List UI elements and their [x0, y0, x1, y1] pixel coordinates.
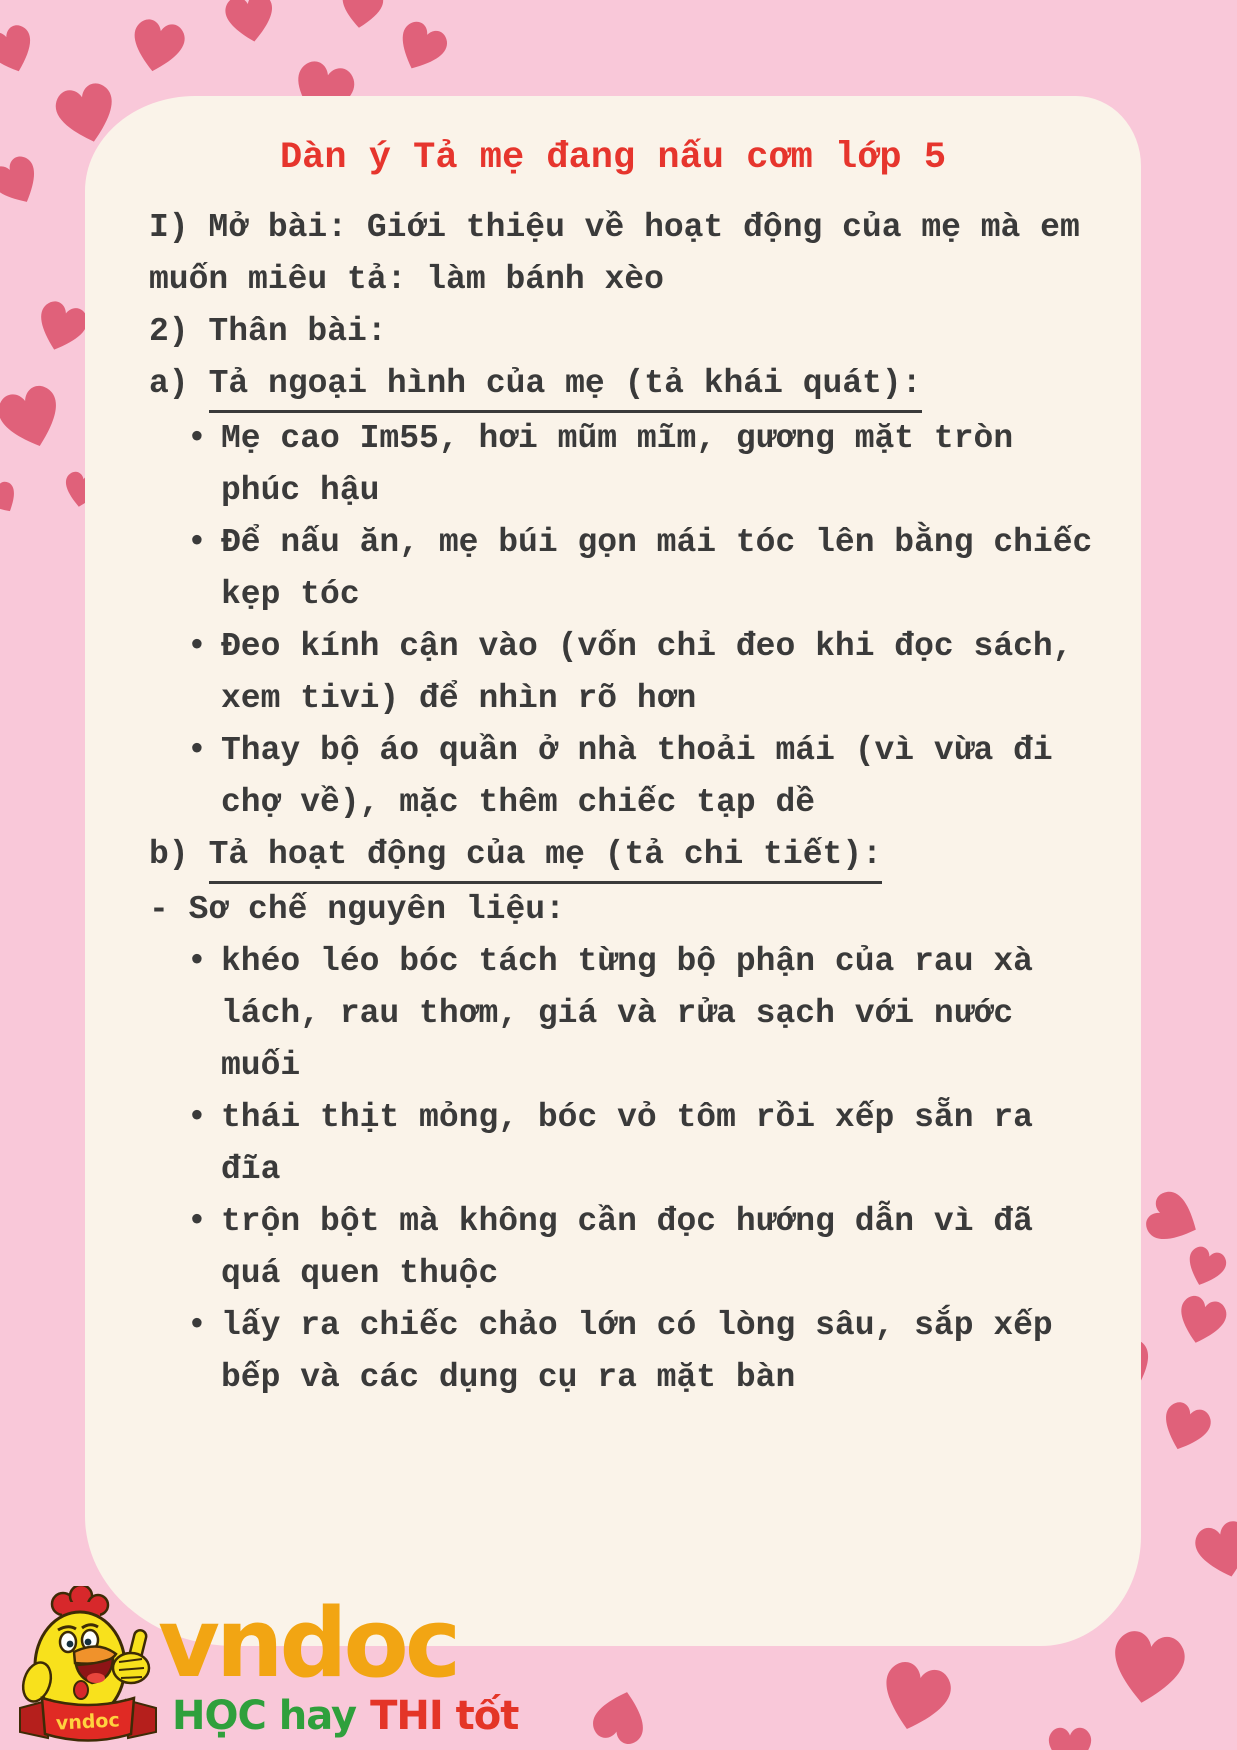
brand-wordmark: vndoc [158, 1589, 458, 1699]
banner-ribbon [20, 1698, 156, 1741]
outline-text: Mẹ cao Im55, hơi mũm mĩm, gương mặt tròn phúc hậu [221, 420, 1014, 509]
bullet-icon: • [187, 943, 207, 980]
outline-text: Đeo kính cận vào (vốn chỉ đeo khi đọc sách, xem tivi) để nhìn rõ hơn [221, 628, 1073, 717]
tagline-hoc-hay: HỌC hay [172, 1693, 357, 1739]
bullet-icon: • [187, 1099, 207, 1136]
heart-icon [1184, 1510, 1237, 1586]
outline-plain-row [149, 202, 1105, 306]
bullet-icon: • [187, 420, 207, 457]
heart-icon [217, 0, 283, 48]
heart-icon [0, 474, 26, 521]
wattle [74, 1681, 88, 1699]
bullet-icon: • [187, 524, 207, 561]
outline-bullet-row [149, 1300, 1105, 1404]
outline-bullet-row [149, 936, 1105, 1092]
bullet-icon: • [187, 1307, 207, 1344]
outline-text: trộn bột mà không cần đọc hướng dẫn vì đã quá quen thuộc [221, 1203, 1033, 1292]
document-card [85, 96, 1141, 1646]
heart-icon [1044, 1723, 1096, 1750]
outline-bullet-row [149, 1196, 1105, 1300]
outline-text: Tả hoạt động của mẹ (tả chi tiết): [209, 829, 882, 884]
outline-plain-row [149, 884, 1105, 936]
bullet-icon: • [187, 732, 207, 769]
heart-icon [583, 1683, 658, 1750]
outline-text: Để nấu ăn, mẹ búi gọn mái tóc lên bằng chiếc kẹp tóc [221, 524, 1093, 613]
brand-tagline [172, 1694, 518, 1738]
outline-text: Tả ngoại hình của mẹ (tả khái quát): [209, 358, 922, 413]
document-title: Dàn ý Tả mẹ đang nấu cơm lớp 5 [279, 137, 947, 179]
outline-bullet-row [149, 517, 1105, 621]
bullet-icon: • [187, 1203, 207, 1240]
heart-icon [1151, 1392, 1221, 1460]
outline-bullet-row [149, 725, 1105, 829]
heart-icon [386, 11, 459, 82]
heart-icon [0, 145, 52, 216]
outline-heading-row [149, 829, 1105, 884]
outline-text: Thay bộ áo quần ở nhà thoải mái (vì vừa đi chợ về), mặc thêm chiếc tạp dề [221, 732, 1053, 821]
chicken-mascot-icon [18, 1586, 158, 1746]
outline-text: - Sơ chế nguyên liệu: [149, 891, 565, 928]
outline-heading-row [149, 358, 1105, 413]
tagline-thi-tot: THI tốt [370, 1693, 519, 1739]
outline-bullet-row [149, 413, 1105, 517]
heart-icon [1168, 1287, 1236, 1352]
outline-text: khéo léo bóc tách từng bộ phận của rau xà lách, rau thơm, giá và rửa sạch với nước muối [221, 943, 1033, 1084]
heart-icon [868, 1649, 964, 1741]
heart-icon [0, 15, 45, 82]
heading-prefix: a) [149, 365, 189, 402]
heart-icon [334, 0, 390, 32]
heart-icon [122, 10, 194, 79]
outline-text: I) Mở bài: Giới thiệu về hoạt động của mẹ mà em muốn miêu tả: làm bánh xèo [149, 209, 1080, 298]
document-body [149, 202, 1105, 1404]
outline-bullet-row [149, 621, 1105, 725]
outline-text: lấy ra chiếc chảo lớn có lòng sâu, sắp xếp bếp và các dụng cụ ra mặt bàn [221, 1307, 1053, 1396]
heart-icon [1099, 1619, 1197, 1712]
bullet-icon: • [187, 628, 207, 665]
outline-text: thái thịt mỏng, bóc vỏ tôm rồi xếp sẵn ra đĩa [221, 1099, 1033, 1188]
heading-prefix: b) [149, 836, 189, 873]
outline-bullet-row [149, 1092, 1105, 1196]
heart-icon [0, 373, 74, 458]
outline-text: 2) Thân bài: [149, 313, 387, 350]
banner-text: vndoc [55, 1709, 121, 1735]
outline-plain-row [149, 306, 1105, 358]
